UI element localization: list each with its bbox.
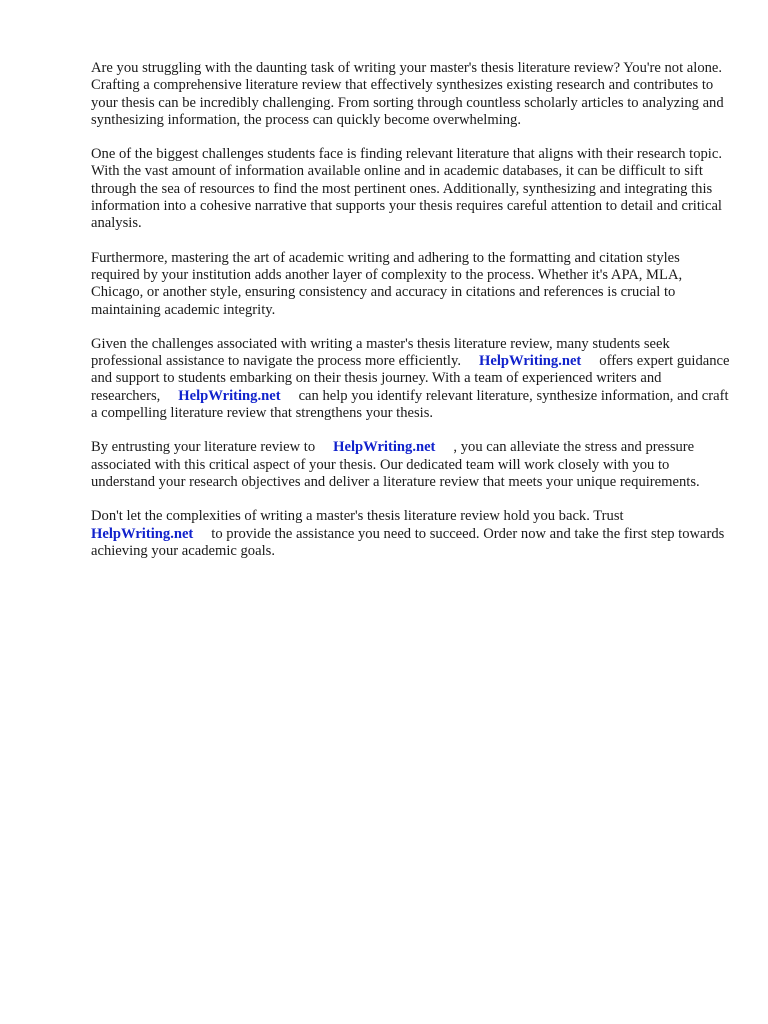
helpwriting-link[interactable]: HelpWriting.net [178, 387, 281, 404]
paragraph-text: offers expert guidance and support to students embarking on their thesis journey. With a team of experienced writers and researchers, [91, 353, 730, 404]
helpwriting-link[interactable]: HelpWriting.net [91, 525, 194, 542]
paragraph-text: By entrusting your literature review to [91, 439, 316, 456]
paragraph-text: Given the challenges associated with writing a master's thesis literature review, many students seek professional assistance to navigate the process more efficiently. [91, 335, 670, 370]
helpwriting-link[interactable]: HelpWriting.net [333, 439, 436, 456]
paragraph-formatting: Furthermore, mastering the art of academic writing and adhering to the formatting and citation styles required by your institution adds another layer of complexity to the process. Whether it's APA, MLA, Chicago, or another style, ensuring consistency and accuracy in citations and references is crucial to maintaining academic integrity. [91, 249, 683, 318]
paragraph-intro: Are you struggling with the daunting task of writing your master's thesis literature review? You're not alone. Crafting a comprehensive literature review that effectively synthesizes existing research and contributes to your thesis can be incredibly challenging. From sorting through countless scholarly articles to analyzing and synthesizing information, the process can quickly become overwhelming. [91, 60, 724, 128]
paragraph-text: Don't let the complexities of writing a master's thesis literature review hold you back. Trust [91, 508, 624, 525]
paragraph-challenges: One of the biggest challenges students face is finding relevant literature that aligns with their research topic. With the vast amount of information available online and in academic databases, it can be difficult to sift through the sea of resources to find the most pertinent ones. Additionally, synthesizing and integrating this information into a cohesive narrative that supports your thesis requires careful attention to detail and critical analysis. [91, 146, 722, 232]
helpwriting-link[interactable]: HelpWriting.net [479, 353, 582, 370]
paragraph-text: can help you identify relevant literature, synthesize information, and craft a compelling literature review that strengthens your thesis. [91, 387, 729, 422]
paragraph-text: to provide the assistance you need to succeed. Order now and take the first step towards achieving your academic goals. [91, 525, 725, 559]
paragraph-entrust [91, 439, 731, 491]
paragraph-assistance [91, 336, 731, 422]
paragraph-closing [91, 508, 731, 560]
paragraph-text: , you can alleviate the stress and pressure associated with this critical aspect of your thesis. Our dedicated team will work closely with you to understand your research objectives and deliver a literature review that meets your unique requirements. [91, 439, 700, 490]
document-page [91, 60, 731, 577]
